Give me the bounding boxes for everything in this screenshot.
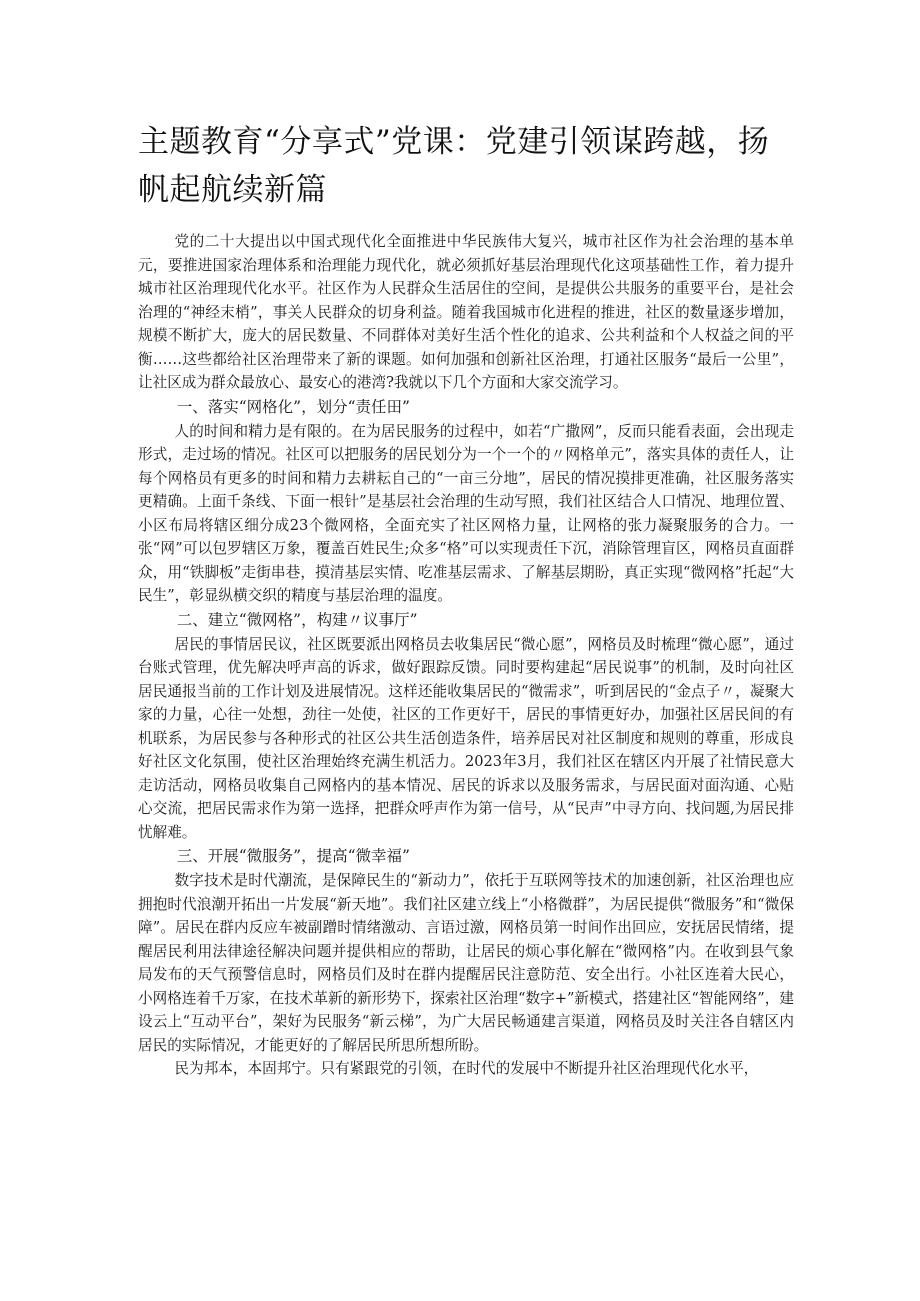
section-body-1: 人的时间和精力是有限的。在为居民服务的过程中，如若“广撒网”，反而只能看表面，会出现走形式，走过场的情况。社区可以把服务的居民划分为一个一个的〃网格单元”，落实具体的责任人，让每个网格员有更多的时间和精力去耕耘自己的“一亩三分地”，居民的情况摸排更准确，社区服务落实更精确。上面千条线、下面一根针”是基层社会治理的生动写照，我们社区结合人口情况、地理位置、小区布局将辖区细分成23个微网格，全面充实了社区网格力量，让网格的张力凝聚服务的合力。一张“网”可以包罗辖区万象，覆盖百姓民生;众多“格”可以实现责任下沉，消除管理盲区，网格员直面群众，用“铁脚板”走街串巷，摸清基层实情、吃准基层需求、了解基层期盼，真正实现“微网格”托起“大民生”，彰显纵横交织的精度与基层治理的温度。	[138, 422, 794, 604]
document-title: 主题教育“分享式”党课：党建引领谋跨越，扬帆起航续新篇	[138, 124, 770, 208]
section-body-2: 居民的事情居民议，社区既要派出网格员去收集居民“微心愿”，网格员及时梳理“微心愿”，通过台账式管理，优先解决呼声高的诉求，做好跟踪反馈。同时要构建起“居民说事”的机制，及时向社区居民通报当前的工作计划及进展情况。这样还能收集居民的“微需求”，听到居民的“金点子〃，凝聚大家的力量，心往一处想，劲往一处使，社区的工作更好干，居民的事情更好办，加强社区居民间的有机联系，为居民参与各种形式的社区公共生活创造条件，培养居民对社区制度和规则的尊重，形成良好社区文化氛围，使社区治理始终充满生机活力。2023年3月，我们社区在辖区内开展了社情民意大走访活动，网格员收集自己网格内的基本情况、居民的诉求以及服务需求，与居民面对面沟通、心贴心交流，把居民需求作为第一选择，把群众呼声作为第一信号，从“民声”中寻方向、找问题,为居民排忧解难。	[138, 635, 794, 841]
intro-paragraph: 党的二十大提出以中国式现代化全面推进中华民族伟大复兴，城市社区作为社会治理的基本单元，要推进国家治理体系和治理能力现代化，就必须抓好基层治理现代化这项基础性工作，着力提升城市社区治理现代化水平。社区作为人民群众生活居住的空间，是提供公共服务的重要平台，是社会治理的“神经末梢”，事关人民群众的切身利益。随着我国城市化进程的推进，社区的数量逐步增加，规模不断扩大，庞大的居民数量、不同群体对美好生活个性化的追求、公共利益和个人权益之间的平衡……这些都给社区治理带来了新的课题。如何加强和创新社区治理，打通社区服务“最后一公里”，让社区成为群众最放心、最安心的港湾?我就以下几个方面和大家交流学习。	[138, 233, 794, 391]
section-body-3: 数字技术是时代潮流，是保障民生的“新动力”，依托于互联网等技术的加速创新，社区治理也应拥抱时代浪潮开拓出一片发展“新天地”。我们社区建立线上“小格微群”，为居民提供“微服务”和“微保障”。居民在群内反应车被副蹭时情绪激动、言语过激，网格员第一时间作出回应，安抚居民情绪，提醒居民利用法律途径解决问题并提供相应的帮助，让居民的烦心事化解在“微网格”内。在收到县气象局发布的天气预警信息时，网格员们及时在群内提醒居民注意防范、安全出行。小社区连着大民心，小网格连着千万家，在技术革新的新形势下，探索社区治理“数字+”新模式，搭建社区“智能网络”，建设云上“互动平台”，架好为民服务“新云梯”，为广大居民畅通建言渠道，网格员及时关注各自辖区内居民的实际情况，才能更好的了解居民所思所想所盼。	[138, 872, 794, 1054]
section-heading-1: 一、落实“网格化”，划分“责任田”	[176, 397, 410, 416]
closing-paragraph: 民为邦本，本固邦宁。只有紧跟党的引领，在时代的发展中不断提升社区治理现代化水平，	[174, 1060, 759, 1077]
document-page	[138, 118, 794, 1081]
section-heading-3: 三、开展“微服务”，提高“微幸福”	[176, 847, 410, 865]
section-heading-2: 二、建立“微网格”，构建〃议事厅”	[176, 610, 418, 629]
